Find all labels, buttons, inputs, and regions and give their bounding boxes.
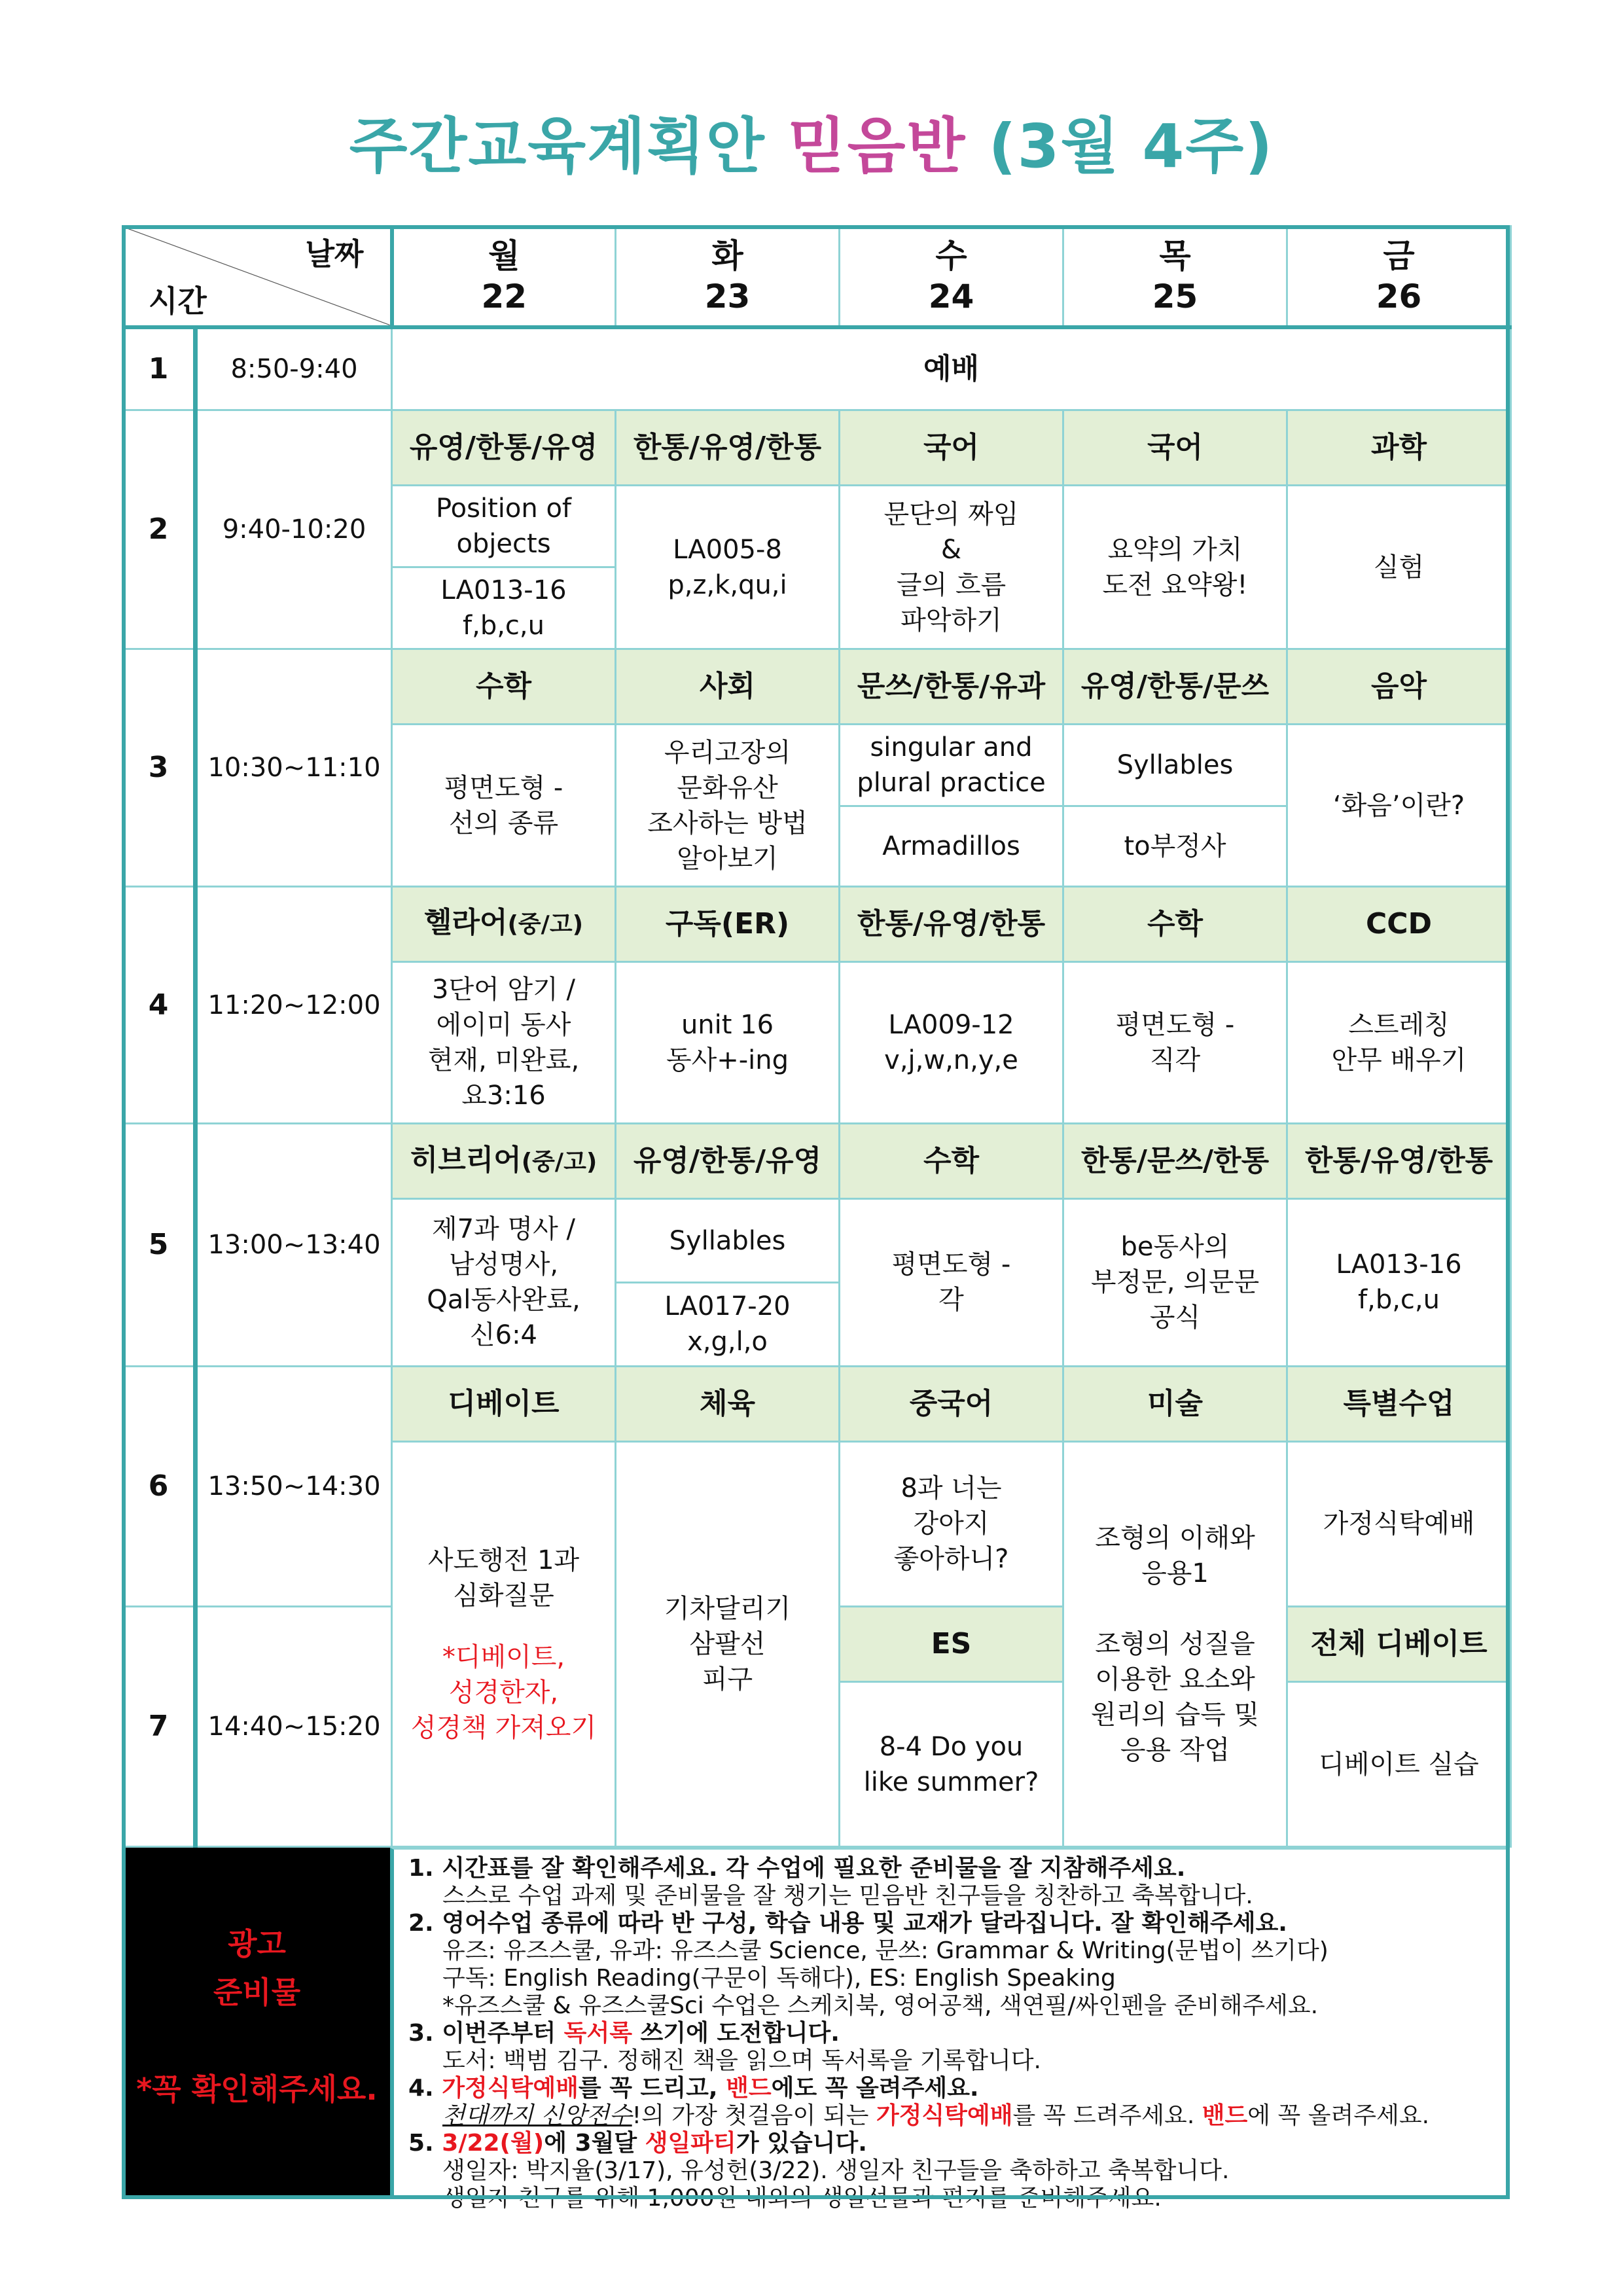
period-time: 10:30~11:10: [196, 649, 392, 886]
lesson-line: 피구: [702, 1664, 753, 1695]
lesson-cell: Armadillos: [840, 806, 1063, 887]
lesson-line: singular and: [870, 732, 1033, 763]
lesson-line: 요약의 가치: [1107, 534, 1243, 565]
lesson-cell: [840, 485, 1063, 649]
lesson-cell: [840, 1199, 1063, 1367]
highlight-text: 밴드: [1202, 2102, 1248, 2129]
period-number: 6: [123, 1366, 196, 1607]
highlight-text: 3/22(월): [442, 2130, 544, 2157]
lesson-line: 원리의 습득 및: [1090, 1699, 1260, 1730]
subject-level: (중/고): [521, 1148, 597, 1175]
subject-cell: 과학: [1287, 410, 1511, 485]
text: 에도 꼭 올려주세요.: [771, 2075, 979, 2102]
lesson-cell: [1287, 1199, 1511, 1367]
lesson-line: 8-4 Do you: [879, 1731, 1024, 1762]
notice-sub: 도서: 백범 김구. 정해진 책을 읽으며 독서록을 기록합니다.: [442, 2047, 1041, 2074]
lesson-cell: [840, 961, 1063, 1124]
day-header-mon: [392, 226, 616, 327]
lesson-line: LA017-20: [664, 1291, 791, 1322]
day-header-fri: [1287, 226, 1511, 327]
lesson-line: v,j,w,n,y,e: [884, 1045, 1018, 1075]
lesson-line: 이용한 요소와: [1095, 1664, 1255, 1695]
subject-cell: 음악: [1287, 649, 1511, 725]
lesson-line: 조형의 성질을: [1095, 1628, 1255, 1659]
period-2-subject-row: [123, 410, 1511, 485]
lesson-line: 남성명사,: [448, 1249, 559, 1280]
period-6-subject-row: [123, 1366, 1511, 1441]
subject-cell: 수학: [840, 1124, 1063, 1199]
notice-sub: *유즈스쿨 & 유즈스쿨Sci 수업은 스케치북, 영어공책, 색연필/싸인펜을 준비해주세요.: [442, 1992, 1319, 2019]
lesson-cell: [840, 725, 1063, 806]
period-3-subject-row: [123, 649, 1511, 725]
notice-item-5: [408, 2130, 1495, 2157]
lesson-line: 좋아하니?: [893, 1544, 1009, 1575]
notice-label: 광고: [228, 1926, 286, 1962]
lesson-line: 조형의 이해와: [1095, 1522, 1255, 1553]
period-time: 9:40-10:20: [196, 410, 392, 649]
lesson-line: 신6:4: [469, 1320, 537, 1351]
lesson-cell: LA005-8 p,z,k,qu,i: [616, 485, 840, 649]
text: 쓰기에 도전합니다.: [632, 2020, 840, 2047]
note-line: 성경한자,: [448, 1677, 559, 1708]
text: 에 3월달: [544, 2130, 645, 2157]
day-date: 24: [928, 277, 974, 315]
lesson-line: 문단의 짜임: [883, 499, 1019, 529]
lesson-line: 알아보기: [677, 843, 778, 874]
corner-cell: [123, 226, 392, 327]
lesson-line: LA013-16: [1336, 1249, 1462, 1280]
lesson-line: x,g,l,o: [687, 1327, 768, 1357]
notice-label: [124, 2017, 390, 2065]
lesson-cell: Syllables: [1063, 725, 1287, 806]
highlight-text: 가정식탁예배: [442, 2075, 579, 2102]
highlight-text: 밴드: [726, 2075, 772, 2102]
lesson-line: 도전 요약왕!: [1102, 569, 1248, 600]
notice-list: [390, 1848, 1508, 2212]
lesson-line: 파악하기: [901, 605, 1002, 636]
lesson-line: 에이미 동사: [436, 1009, 571, 1040]
period-5-subject-row: [123, 1124, 1511, 1199]
lesson-cell: [616, 725, 840, 887]
lesson-line: 직각: [1149, 1045, 1201, 1075]
lesson-cell: [392, 1199, 616, 1367]
lesson-line: 우리고장의: [664, 737, 791, 768]
subject-cell: 유영/한통/유영: [616, 1124, 840, 1199]
subject-cell: [392, 886, 616, 961]
day-header-thu: [1063, 226, 1287, 327]
lesson-line: plural practice: [857, 768, 1046, 798]
lesson-line: 기차달리기: [664, 1593, 791, 1624]
highlight-text: 생일파티: [645, 2130, 736, 2157]
lesson-line: 공식: [1149, 1302, 1201, 1333]
lesson-line: unit 16: [681, 1009, 774, 1040]
lesson-line: like summer?: [863, 1767, 1039, 1797]
lesson-line: 스트레칭: [1348, 1009, 1450, 1040]
all-day-worship: 예배: [392, 327, 1511, 410]
subject-cell: 구독(ER): [616, 886, 840, 961]
lesson-cell: [1287, 961, 1511, 1124]
subject-cell: 유영/한통/문쓰: [1063, 649, 1287, 725]
day-date: 25: [1152, 277, 1198, 315]
lesson-line: 3단어 암기 /: [432, 974, 575, 1005]
period-number: 5: [123, 1124, 196, 1367]
day-header-tue: [616, 226, 840, 327]
lesson-cell: [616, 961, 840, 1124]
lesson-line: 평면도형 -: [1115, 1009, 1235, 1040]
subject-cell: 문쓰/한통/유과: [840, 649, 1063, 725]
period-time: 11:20~12:00: [196, 886, 392, 1123]
day-name: 화: [711, 236, 743, 275]
lesson-line: 응용 작업: [1120, 1734, 1230, 1765]
lesson-cell: [616, 1282, 840, 1366]
subject-cell: 수학: [1063, 886, 1287, 961]
text: 를 꼭 드리고,: [578, 2075, 726, 2102]
title-week: (3월 4주): [988, 111, 1274, 181]
subject-cell: 디베이트: [392, 1366, 616, 1441]
highlight-text: 가정식탁예배: [876, 2102, 1013, 2129]
note-line: *디베이트,: [442, 1641, 565, 1672]
period-1-row: [123, 327, 1511, 410]
notice-sub: 생일자 친구를 위해 1,000원 내외의 생일선물과 편지를 준비해주세요.: [442, 2185, 1162, 2212]
notice-label: 준비물: [213, 1975, 301, 2010]
notice-label: *꼭 확인해주세요.: [136, 2072, 378, 2107]
emphasis-text: 천대까지 신앙전수: [442, 2102, 632, 2129]
period-time: 8:50-9:40: [196, 327, 392, 410]
period-number: 1: [123, 327, 196, 410]
subject-name: 헬라어: [423, 906, 508, 940]
day-date: 23: [704, 277, 751, 315]
lesson-line: 선의 종류: [448, 808, 559, 838]
lesson-line: 평면도형 -: [891, 1249, 1011, 1280]
text: 5.: [408, 2130, 442, 2157]
subject-cell: 전체 디베이트: [1287, 1607, 1511, 1682]
period-time: 13:00~13:40: [196, 1124, 392, 1367]
day-header-wed: [840, 226, 1063, 327]
lesson-line: be동사의: [1120, 1232, 1230, 1263]
lesson-cell: ‘화음’이란?: [1287, 725, 1511, 887]
lesson-line: 강아지: [913, 1509, 990, 1539]
lesson-line: 조사하는 방법: [647, 808, 808, 838]
lesson-line: 응용1: [1141, 1558, 1209, 1588]
lesson-line: 사도행전 1과: [427, 1545, 580, 1575]
note-line: 성경책 가져오기: [410, 1712, 597, 1743]
lesson-cell: [392, 961, 616, 1124]
lesson-cell: [392, 725, 616, 887]
lesson-line: 심화질문: [453, 1580, 554, 1611]
notice-item-2: 2. 영어수업 종류에 따라 반 구성, 학습 내용 및 교재가 달라집니다. 잘 확인해주세요.: [408, 1910, 1287, 1937]
period-time: 13:50~14:30: [196, 1366, 392, 1607]
subject-cell: 한통/유영/한통: [616, 410, 840, 485]
lesson-line: 요3:16: [461, 1080, 546, 1111]
day-date: 26: [1376, 277, 1422, 315]
period-number: 7: [123, 1607, 196, 1847]
subject-cell: 한통/유영/한통: [1287, 1124, 1511, 1199]
text: 4.: [408, 2075, 442, 2102]
period-time: 14:40~15:20: [196, 1607, 392, 1847]
lesson-line: 평면도형 -: [444, 772, 563, 803]
notice-sub: 유즈: 유즈스쿨, 유과: 유즈스쿨 Science, 문쓰: Grammar & Writing(문법이 쓰기다): [442, 1937, 1329, 1964]
title-class-name: 믿음반: [787, 111, 967, 181]
lesson-cell: [1063, 485, 1287, 649]
notice-label-box: [124, 1848, 390, 2197]
text: !의 가장 첫걸음이 되는: [632, 2102, 876, 2129]
lesson-line: f,b,c,u: [1358, 1285, 1440, 1316]
lesson-cell: 실험: [1287, 485, 1511, 649]
lesson-line: 부정문, 의문문: [1090, 1267, 1260, 1298]
day-name: 월: [488, 236, 520, 275]
day-name: 수: [935, 236, 967, 275]
lesson-line: 제7과 명사 /: [432, 1214, 575, 1245]
lesson-cell: LA013-16 f,b,c,u: [392, 567, 616, 649]
subject-cell: 미술: [1063, 1366, 1287, 1441]
day-name: 목: [1159, 236, 1191, 275]
time-label: 시간: [149, 283, 207, 319]
notice-sub: [408, 2102, 1495, 2130]
lesson-line: 글의 흐름: [896, 569, 1007, 600]
lesson-cell: 가정식탁예배: [1287, 1441, 1511, 1607]
lesson-cell: [1063, 1199, 1287, 1367]
day-name: 금: [1383, 236, 1415, 275]
subject-cell: 체육: [616, 1366, 840, 1441]
date-label: 날짜: [305, 236, 364, 272]
subject-cell: 수학: [392, 649, 616, 725]
notice-item-4: [408, 2075, 1495, 2102]
title-main: 주간교육계획안: [349, 111, 766, 181]
period-number: 2: [123, 410, 196, 649]
lesson-cell: [392, 1441, 616, 1846]
subject-cell: 국어: [1063, 410, 1287, 485]
lesson-line: 8과 너는: [901, 1473, 1002, 1504]
period-number: 3: [123, 649, 196, 886]
subject-cell: 유영/한통/유영: [392, 410, 616, 485]
lesson-line: 동사+-ing: [666, 1045, 789, 1075]
subject-cell: 한통/문쓰/한통: [1063, 1124, 1287, 1199]
lesson-line: 각: [938, 1285, 964, 1316]
lesson-cell: to부정사: [1063, 806, 1287, 887]
lesson-cell: [1063, 1441, 1287, 1846]
period-number: 4: [123, 886, 196, 1123]
period-4-subject-row: [123, 886, 1511, 961]
lesson-line: LA009-12: [888, 1009, 1014, 1040]
lesson-line: 안무 배우기: [1331, 1045, 1467, 1075]
notice-item-3: [408, 2020, 1495, 2047]
notice-sub: 스스로 수업 과제 및 준비물을 잘 챙기는 믿음반 친구들을 칭찬하고 축복합니다.: [442, 1882, 1253, 1909]
day-date: 22: [481, 277, 527, 315]
schedule-table: [122, 225, 1512, 1848]
subject-cell: 특별수업: [1287, 1366, 1511, 1441]
subject-name: 히브리어: [410, 1143, 522, 1177]
subject-cell: 중국어: [840, 1366, 1063, 1441]
lesson-line: &: [940, 534, 962, 565]
text: 에 꼭 올려주세요.: [1247, 2102, 1430, 2129]
lesson-line: 삼팔선: [689, 1628, 766, 1659]
subject-cell: CCD: [1287, 886, 1511, 961]
text: 를 꼭 드려주세요.: [1012, 2102, 1202, 2129]
page-title: [0, 98, 1623, 185]
notice-item-1: 1. 시간표를 잘 확인해주세요. 각 수업에 필요한 준비물을 잘 지참해주세요.: [408, 1855, 1186, 1882]
lesson-cell: [840, 1441, 1063, 1607]
text: 3. 이번주부터: [408, 2020, 564, 2047]
lesson-cell: [840, 1682, 1063, 1847]
header-row: [123, 226, 1511, 327]
subject-cell: 국어: [840, 410, 1063, 485]
lesson-line: 현재, 미완료,: [427, 1045, 580, 1075]
lesson-cell: 디베이트 실습: [1287, 1682, 1511, 1847]
subject-cell: 한통/유영/한통: [840, 886, 1063, 961]
highlight-text: 독서록: [563, 2020, 632, 2047]
subject-cell: 사회: [616, 649, 840, 725]
text: 가 있습니다.: [736, 2130, 867, 2157]
lesson-line: 문화유산: [677, 772, 778, 803]
subject-level: (중/고): [507, 911, 584, 939]
lesson-cell: Position of objects: [392, 485, 616, 567]
subject-cell: ES: [840, 1607, 1063, 1682]
lesson-cell: [616, 1441, 840, 1846]
notice-sub: 생일자: 박지율(3/17), 유성헌(3/22). 생일자 친구들을 축하하고 축복합니다.: [442, 2157, 1230, 2184]
lesson-line: Qal동사완료,: [427, 1285, 580, 1316]
subject-cell: [392, 1124, 616, 1199]
lesson-cell: [1063, 961, 1287, 1124]
notice-sub: 구독: English Reading(구문이 독해다), ES: English Speaking: [442, 1965, 1116, 1992]
lesson-cell: Syllables: [616, 1199, 840, 1283]
